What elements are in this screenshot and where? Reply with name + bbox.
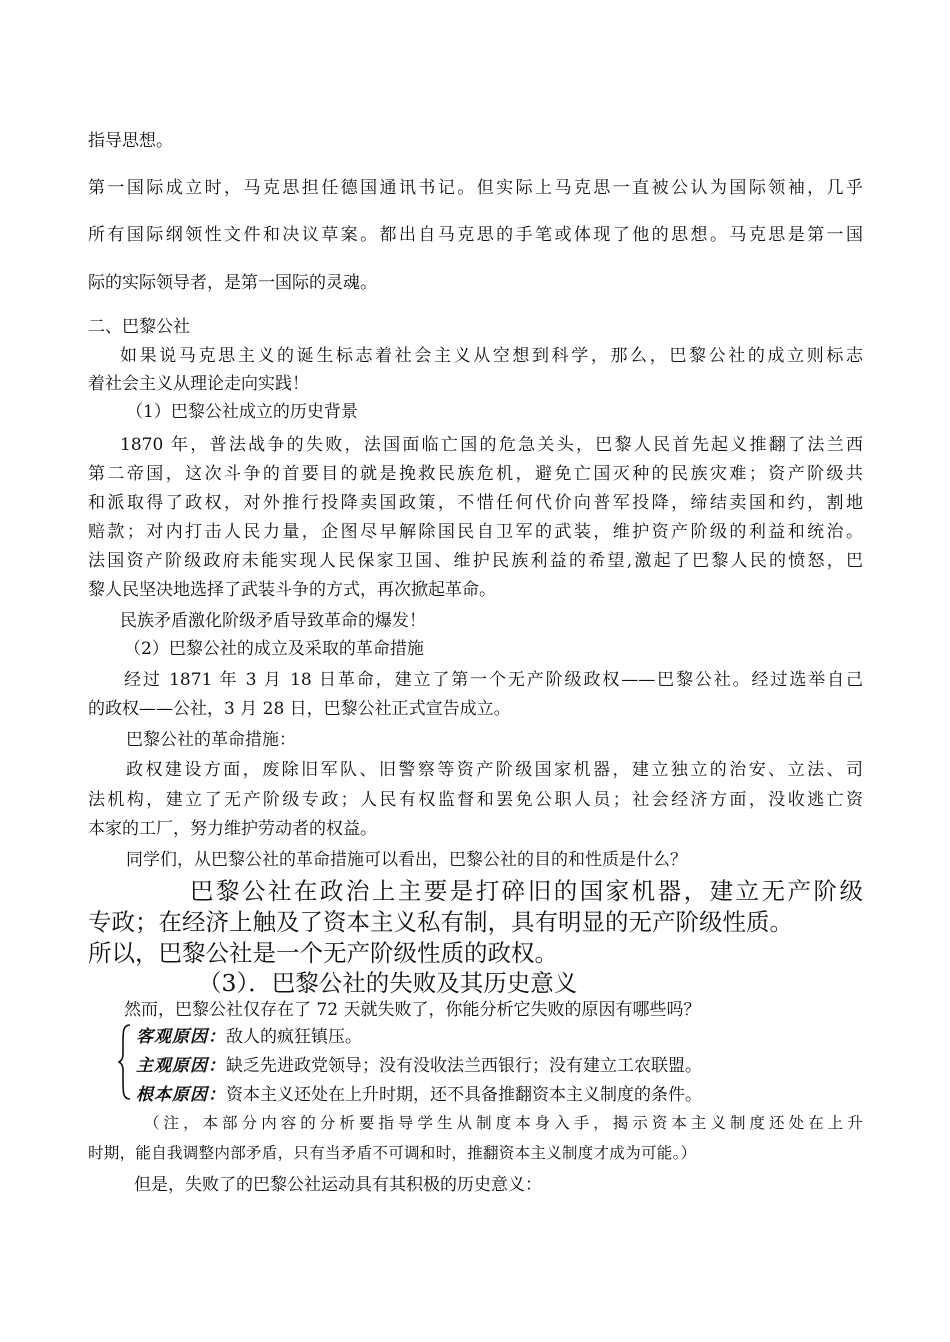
- left-brace-icon: [118, 1024, 132, 1100]
- paragraph-line: 着社会主义从理论走向实践！: [88, 374, 309, 394]
- summary-line: 民族矛盾激化阶级矛盾导致革命的爆发！: [120, 611, 426, 631]
- answer-line: 专政；在经济上触及了资本主义私有制，具有明显的无产阶级性质。: [88, 908, 793, 936]
- answer-line: 所以，巴黎公社是一个无产阶级性质的政权。: [88, 939, 558, 967]
- paragraph-line: 法国资产阶级政府未能实现人民保家卫国、维护民族利益的希望,激起了巴黎人民的愤怒，巴: [88, 551, 863, 571]
- reason-label: 根本原因：: [136, 1085, 226, 1105]
- reason-text: 缺乏先进政党领导；没有没收法兰西银行；没有建立工农联盟。: [226, 1056, 702, 1076]
- section-heading: 二、巴黎公社: [88, 317, 190, 337]
- question-line: 然而，巴黎公社仅存在了 72 天就失败了，你能分析它失败的原因有哪些吗？: [124, 1000, 701, 1020]
- text-line: 指导思想。: [88, 131, 173, 151]
- subsection-heading: （1）巴黎公社成立的历史背景: [126, 402, 358, 422]
- reason-text: 资本主义还处在上升时期，还不具备推翻资本主义制度的条件。: [226, 1085, 702, 1105]
- text-line: 际的实际领导者，是第一国际的灵魂。: [88, 273, 377, 293]
- note-line: （注，本部分内容的分析要指导学生从制度本身入手，揭示资本主义制度还处在上升: [144, 1114, 863, 1132]
- paragraph-line: 本家的工厂，努力维护劳动者的权益。: [88, 819, 377, 839]
- reason-objective: [136, 1022, 911, 1047]
- question-line: 同学们，从巴黎公社的革命措施可以看出，巴黎公社的目的和性质是什么？: [126, 850, 687, 870]
- reason-label: 客观原因：: [136, 1027, 226, 1047]
- paragraph-line: 如果说马克思主义的诞生标志着社会主义从空想到科学，那么，巴黎公社的成立则标志: [120, 346, 863, 366]
- note-line: 时期，能自我调整内部矛盾，只有当矛盾不可调和时，推翻资本主义制度才成为可能。）: [88, 1144, 697, 1162]
- measures-title: 巴黎公社的革命措施：: [126, 730, 296, 750]
- paragraph-line: 黎人民坚决地选择了武装斗争的方式，再次掀起革命。: [88, 580, 496, 600]
- paragraph-line: 法机构，建立了无产阶级专政；人民有权监督和罢免公职人员；社会经济方面，没收逃亡资: [88, 790, 863, 810]
- paragraph-line: 政权建设方面，废除旧军队、旧警察等资产阶级国家机器，建立独立的治安、立法、司: [126, 760, 863, 780]
- significance-line: 但是，失败了的巴黎公社运动具有其积极的历史意义：: [134, 1175, 542, 1195]
- reason-text: 敌人的疯狂镇压。: [226, 1027, 362, 1047]
- paragraph-line: 和派取得了政权，对外推行投降卖国政策，不惜任何代价向普军投降，缔结卖国和约，割地: [88, 493, 863, 513]
- paragraph-line: 1870 年，普法战争的失败，法国面临亡国的危急关头，巴黎人民首先起义推翻了法兰西: [120, 435, 863, 455]
- paragraph-line: 第二帝国，这次斗争的首要目的就是挽救民族危机，避免亡国灭种的民族灾难；资产阶级共: [88, 464, 863, 484]
- paragraph-line: 经过 1871 年 3 月 18 日革命，建立了第一个无产阶级政权——巴黎公社。经过选举自己: [124, 670, 863, 690]
- reason-fundamental: [136, 1080, 911, 1105]
- paragraph-line: 的政权——公社，3 月 28 日，巴黎公社正式宣告成立。: [88, 699, 511, 719]
- text-line: 第一国际成立时，马克思担任德国通讯书记。但实际上马克思一直被公认为国际领袖，几乎: [88, 178, 863, 198]
- answer-line: 巴黎公社在政治上主要是打碎旧的国家机器，建立无产阶级: [190, 877, 863, 905]
- subsection-heading: （2）巴黎公社的成立及采取的革命措施: [124, 639, 424, 659]
- paragraph-line: 赔款；对内打击人民力量，企图尽早解除国民自卫军的武装，维护资产阶级的利益和统治。: [88, 522, 863, 542]
- subsection-heading: （3）．巴黎公社的失败及其历史意义: [198, 969, 578, 997]
- text-line: 所有国际纲领性文件和决议草案。都出自马克思的手笔或体现了他的思想。马克思是第一国: [88, 225, 863, 245]
- reason-subjective: [136, 1051, 911, 1076]
- reason-label: 主观原因：: [136, 1056, 226, 1076]
